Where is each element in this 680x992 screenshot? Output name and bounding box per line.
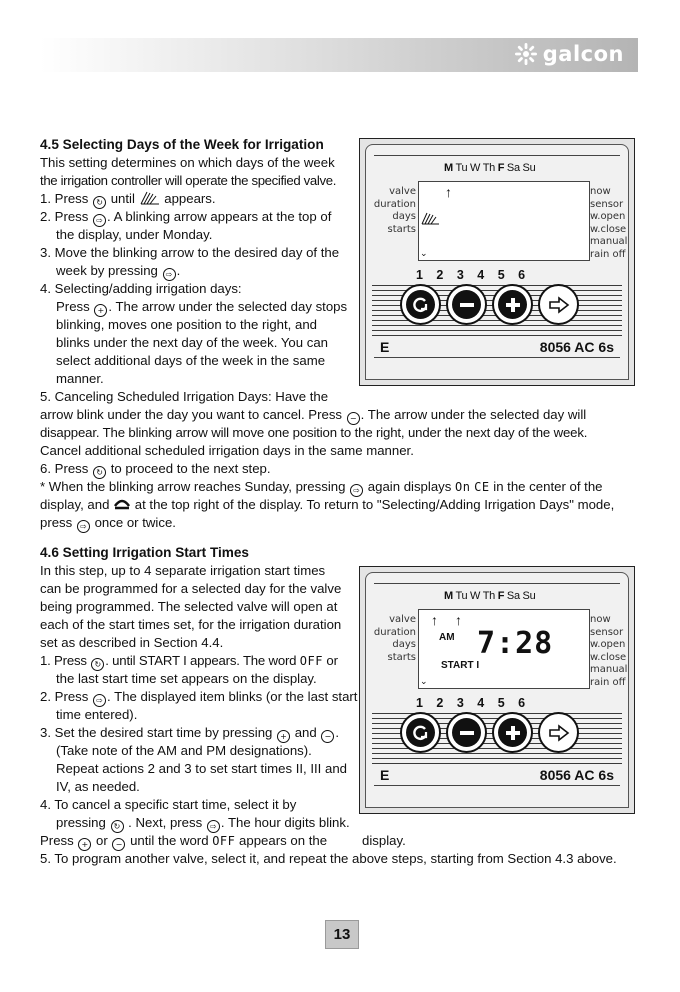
valve-numbers: 1 2 3 4 5 6 xyxy=(416,268,531,282)
minus-button xyxy=(446,284,487,325)
day-arrow-icon: ↑ xyxy=(431,612,438,628)
next-button xyxy=(538,712,579,753)
plus-icon xyxy=(504,296,522,314)
step-line: select additional days of the week in the same xyxy=(56,353,326,368)
step-line: 2. Press ⇨ . A blinking arrow appears at the top of xyxy=(40,209,332,225)
step-line: blinking, moves one position to the right, and xyxy=(56,317,317,332)
clock-display: 7:28 xyxy=(477,626,554,661)
step-line: 4. To cancel a specific start time, select it by xyxy=(40,797,297,812)
step-line: Cancel additional scheduled irrigation days in the same manner. xyxy=(40,443,414,458)
minus-button xyxy=(446,712,487,753)
selector-arrow-icon: ⌄ xyxy=(420,676,428,686)
am-indicator: AM xyxy=(439,632,455,643)
model-label: 8056 AC 6s xyxy=(539,767,614,783)
step-line: disappear. The blinking arrow will move one position to the right, under the next day of the week. xyxy=(40,425,588,440)
right-arrow-icon xyxy=(548,724,570,742)
lcd-off-text: OFF xyxy=(212,834,236,848)
lcd-on-text: On xyxy=(455,480,471,494)
paragraph-line: the irrigation controller will operate the specified valve. xyxy=(40,173,337,188)
start-indicator: START I xyxy=(441,660,480,671)
logo-text: galcon xyxy=(542,42,624,66)
day-arrow-icon: ↑ xyxy=(445,184,452,200)
controller-diagram xyxy=(359,138,635,386)
minus-icon xyxy=(458,724,476,742)
plus-button xyxy=(492,712,533,753)
sun-flower-icon xyxy=(514,42,538,66)
days-row: M Tu W Th F Sa Su xyxy=(444,162,536,174)
program-button-icon: ↻ xyxy=(93,196,106,209)
header-bar xyxy=(40,38,638,72)
program-button-icon: ↻ xyxy=(111,820,124,833)
step-line: 1. Press ↻ until appears. xyxy=(40,191,216,207)
paragraph-line: being programmed. The selected valve will open at xyxy=(40,599,338,614)
step-line: 5. Canceling Scheduled Irrigation Days: Have the xyxy=(40,389,329,404)
return-arrow-icon xyxy=(412,296,430,314)
minus-icon xyxy=(458,296,476,314)
minus-button-icon: − xyxy=(112,838,125,851)
note-line: press ⇨ once or twice. xyxy=(40,515,176,531)
e-label: E xyxy=(380,767,390,783)
program-button-icon: ↻ xyxy=(93,466,106,479)
paragraph-line: In this step, up to 4 separate irrigation start times xyxy=(40,563,326,578)
step-line: time entered). xyxy=(56,707,138,722)
divider xyxy=(374,357,620,358)
program-button-icon: ↻ xyxy=(91,658,104,671)
step-line: the last start time set appears on the display. xyxy=(56,671,317,686)
minus-button-icon: − xyxy=(347,412,360,425)
step-line: 2. Press ⇨ . The displayed item blinks (or the last start xyxy=(40,689,358,705)
sprinkler-icon xyxy=(421,212,441,226)
step-line: pressing ↻ . Next, press ⇨ . The hour digits blink. xyxy=(56,815,350,831)
e-label: E xyxy=(380,339,390,355)
step-line: Press + . The arrow under the selected day stops xyxy=(56,299,348,315)
section-45-heading: 4.5 Selecting Days of the Week for Irrigation xyxy=(40,137,324,152)
step-line: manner. xyxy=(56,371,104,386)
button-row xyxy=(400,712,579,753)
valve-numbers: 1 2 3 4 5 6 xyxy=(416,696,531,710)
plus-button-icon: + xyxy=(94,304,107,317)
next-button-icon: ⇨ xyxy=(93,214,106,227)
divider xyxy=(374,583,620,584)
step-line: 4. Selecting/adding irrigation days: xyxy=(40,281,242,296)
lcd-window xyxy=(418,609,590,689)
return-arrow-icon xyxy=(412,724,430,742)
step-line: the display, under Monday. xyxy=(56,227,213,242)
right-arrow-icon xyxy=(548,296,570,314)
step-line: IV, as needed. xyxy=(56,779,140,794)
next-button-icon: ⇨ xyxy=(93,694,106,707)
left-labels: valve duration days starts xyxy=(373,614,416,663)
section-46-heading: 4.6 Setting Irrigation Start Times xyxy=(40,545,249,560)
paragraph-line: can be programmed for a selected day for the valve xyxy=(40,581,342,596)
step-line: arrow blink under the day you want to cancel. Press − . The arrow under the selected day will xyxy=(40,407,587,423)
divider xyxy=(374,155,620,156)
paragraph-line: This setting determines on which days of the week xyxy=(40,155,335,170)
lcd-ce-text: CE xyxy=(474,480,490,494)
paragraph-line: each of the start times set, for the irrigation duration xyxy=(40,617,342,632)
step-line: display. xyxy=(362,833,406,848)
note-line: * When the blinking arrow reaches Sunday, pressing ⇨ again displays On CE in the center of the xyxy=(40,479,603,495)
step-line: 3. Move the blinking arrow to the desired day of the xyxy=(40,245,340,260)
program-button xyxy=(400,712,441,753)
button-row xyxy=(400,284,579,325)
continuous-symbol-icon xyxy=(113,498,131,510)
page-number: 13 xyxy=(325,920,359,949)
right-labels: now sensor w.open w.close manual rain off xyxy=(590,186,628,260)
step-line: 5. To program another valve, select it, and repeat the above steps, starting from Section 4.3 above. xyxy=(40,851,617,866)
next-button-icon: ⇨ xyxy=(163,268,176,281)
program-button xyxy=(400,284,441,325)
divider xyxy=(374,785,620,786)
lcd-window xyxy=(418,181,590,261)
step-line: 3. Set the desired start time by pressing + and − . xyxy=(40,725,340,741)
brand-logo xyxy=(514,42,624,66)
next-button-icon: ⇨ xyxy=(350,484,363,497)
step-line: 6. Press ↻ to proceed to the next step. xyxy=(40,461,271,477)
step-line: Press + or − until the word OFF appears on the xyxy=(40,833,328,849)
paragraph-line: set as described in Section 4.4. xyxy=(40,635,224,650)
next-button-icon: ⇨ xyxy=(207,820,220,833)
controller-face xyxy=(365,572,629,808)
plus-button-icon: + xyxy=(277,730,290,743)
step-line: Repeat actions 2 and 3 to set start times II, III and xyxy=(56,761,348,776)
plus-icon xyxy=(504,724,522,742)
next-button-icon: ⇨ xyxy=(77,520,90,533)
note-line: display, and at the top right of the display. To return to "Selecting/Adding Irrigation Days" mode, xyxy=(40,497,615,512)
left-labels: valve duration days starts xyxy=(373,186,416,235)
selector-arrow-icon: ⌄ xyxy=(420,248,428,258)
controller-face xyxy=(365,144,629,380)
step-line: blinks under the next day of the week. You can xyxy=(56,335,328,350)
days-row: M Tu W Th F Sa Su xyxy=(444,590,536,602)
right-labels: now sensor w.open w.close manual rain off xyxy=(590,614,628,688)
lcd-off-text: OFF xyxy=(299,654,323,668)
step-line: (Take note of the AM and PM designations). xyxy=(56,743,312,758)
plus-button-icon: + xyxy=(78,838,91,851)
sprinkler-icon xyxy=(139,190,161,206)
step-line: 1. Press ↻ . until START I appears. The word OFF or xyxy=(40,653,338,669)
plus-button xyxy=(492,284,533,325)
minus-button-icon: − xyxy=(321,730,334,743)
controller-diagram xyxy=(359,566,635,814)
next-button xyxy=(538,284,579,325)
model-label: 8056 AC 6s xyxy=(539,339,614,355)
step-line: week by pressing ⇨ . xyxy=(56,263,181,279)
day-arrow-icon: ↑ xyxy=(455,612,462,628)
